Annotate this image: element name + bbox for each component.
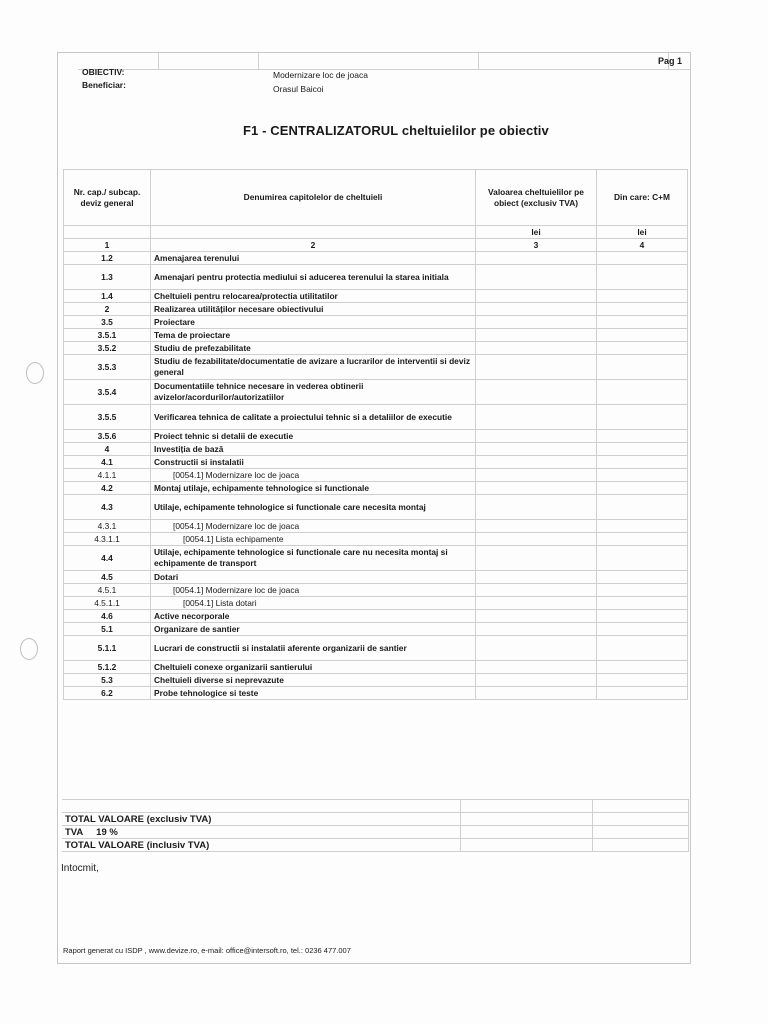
row-value (476, 290, 597, 303)
row-cm-value (597, 355, 688, 380)
row-number: 4.2 (64, 482, 151, 495)
unit-col-3: lei (476, 226, 597, 239)
beneficiar-value: Orasul Baicoi (273, 84, 324, 94)
row-cm-value (597, 674, 688, 687)
tva-rate: 19 % (96, 826, 118, 838)
table-units-row (64, 226, 688, 239)
row-number: 5.3 (64, 674, 151, 687)
row-name: Cheltuieli diverse si neprevazute (151, 674, 476, 687)
row-number: 4.5.1 (64, 584, 151, 597)
unit-col-4: lei (597, 226, 688, 239)
row-value (476, 533, 597, 546)
row-name: Studiu de prefezabilitate (151, 342, 476, 355)
totals-block (62, 799, 688, 852)
col-header-din-care: Din care: C+M (597, 170, 688, 226)
table-row (64, 252, 688, 265)
punch-hole-bottom (20, 638, 38, 660)
row-number: 3.5 (64, 316, 151, 329)
row-cm-value (597, 469, 688, 482)
row-cm-value (597, 405, 688, 430)
row-number: 3.5.2 (64, 342, 151, 355)
table-row (64, 380, 688, 405)
row-number: 3.5.6 (64, 430, 151, 443)
table-row (64, 546, 688, 571)
table-row (64, 661, 688, 674)
row-value (476, 571, 597, 584)
row-value (476, 405, 597, 430)
row-number: 4.6 (64, 610, 151, 623)
row-cm-value (597, 520, 688, 533)
row-value (476, 584, 597, 597)
row-number: 1.3 (64, 265, 151, 290)
table-row (64, 342, 688, 355)
row-number: 3.5.1 (64, 329, 151, 342)
table-row (64, 610, 688, 623)
row-cm-value (597, 546, 688, 571)
row-value (476, 430, 597, 443)
row-name: Realizarea utilităților necesare obiectivului (151, 303, 476, 316)
report-footer: Raport generat cu ISDP , www.devize.ro, e-mail: office@intersoft.ro, tel.: 0236 477.007 (63, 946, 351, 955)
row-value (476, 623, 597, 636)
table-row (64, 636, 688, 661)
row-name: [0054.1] Modernizare loc de joaca (151, 469, 476, 482)
row-cm-value (597, 303, 688, 316)
row-value (476, 329, 597, 342)
beneficiar-label: Beneficiar: (82, 80, 126, 90)
row-value (476, 636, 597, 661)
row-cm-value (597, 661, 688, 674)
row-value (476, 355, 597, 380)
row-cm-value (597, 623, 688, 636)
col-header-valoare: Valoarea cheltuielilor pe obiect (exclusiv TVA) (476, 170, 597, 226)
table-row (64, 290, 688, 303)
page-title: F1 - CENTRALIZATORUL cheltuielilor pe obiectiv (243, 123, 549, 138)
row-cm-value (597, 443, 688, 456)
index-col-3: 3 (476, 239, 597, 252)
row-value (476, 687, 597, 700)
table-row (64, 533, 688, 546)
row-value (476, 252, 597, 265)
row-cm-value (597, 380, 688, 405)
row-number: 3.5.5 (64, 405, 151, 430)
row-number: 4.5 (64, 571, 151, 584)
punch-hole-top (26, 362, 44, 384)
row-cm-value (597, 342, 688, 355)
table-row (64, 571, 688, 584)
row-number: 6.2 (64, 687, 151, 700)
table-row (64, 430, 688, 443)
intocmit-label: Intocmit, (61, 863, 99, 874)
table-header-row (64, 170, 688, 226)
row-name: Investiția de bază (151, 443, 476, 456)
row-number: 5.1 (64, 623, 151, 636)
row-cm-value (597, 584, 688, 597)
row-name: Utilaje, echipamente tehnologice si functionale care nu necesita montaj si echipamente de transport (151, 546, 476, 571)
row-value (476, 661, 597, 674)
table-index-row (64, 239, 688, 252)
row-value (476, 597, 597, 610)
row-cm-value (597, 329, 688, 342)
row-number: 4.3.1.1 (64, 533, 151, 546)
row-number: 4.5.1.1 (64, 597, 151, 610)
row-name: Organizare de santier (151, 623, 476, 636)
row-name: Amenajari pentru protectia mediului si aducerea terenului la starea initiala (151, 265, 476, 290)
index-col-1: 1 (64, 239, 151, 252)
row-cm-value (597, 687, 688, 700)
row-value (476, 546, 597, 571)
row-value (476, 482, 597, 495)
col-header-denumire: Denumirea capitolelor de cheltuieli (151, 170, 476, 226)
row-cm-value (597, 456, 688, 469)
table-row (64, 265, 688, 290)
row-cm-value (597, 533, 688, 546)
row-value (476, 495, 597, 520)
row-name: Verificarea tehnica de calitate a proiectului tehnic si a detaliilor de executie (151, 405, 476, 430)
row-cm-value (597, 252, 688, 265)
row-name: Proiect tehnic si detalii de executie (151, 430, 476, 443)
row-value (476, 342, 597, 355)
table-row (64, 482, 688, 495)
row-name: Cheltuieli pentru relocarea/protectia utilitatilor (151, 290, 476, 303)
objectiv-value: Modernizare loc de joaca (273, 70, 368, 80)
table-row (64, 520, 688, 533)
row-cm-value (597, 597, 688, 610)
row-name: Lucrari de constructii si instalatii aferente organizarii de santier (151, 636, 476, 661)
row-cm-value (597, 265, 688, 290)
row-number: 4.3 (64, 495, 151, 520)
row-name: Utilaje, echipamente tehnologice si functionale care necesita montaj (151, 495, 476, 520)
row-name: Active necorporale (151, 610, 476, 623)
row-name: [0054.1] Modernizare loc de joaca (151, 584, 476, 597)
row-cm-value (597, 610, 688, 623)
row-number: 4.4 (64, 546, 151, 571)
row-value (476, 443, 597, 456)
row-number: 5.1.1 (64, 636, 151, 661)
table-row (64, 469, 688, 482)
total-excl-row (62, 813, 688, 826)
row-number: 4.3.1 (64, 520, 151, 533)
row-cm-value (597, 571, 688, 584)
row-value (476, 610, 597, 623)
row-name: Proiectare (151, 316, 476, 329)
table-row (64, 623, 688, 636)
row-value (476, 674, 597, 687)
row-value (476, 456, 597, 469)
row-cm-value (597, 430, 688, 443)
row-cm-value (597, 290, 688, 303)
row-number: 4 (64, 443, 151, 456)
row-cm-value (597, 482, 688, 495)
row-number: 1.2 (64, 252, 151, 265)
total-excl-label: TOTAL VALOARE (exclusiv TVA) (62, 813, 460, 826)
table-row (64, 316, 688, 329)
row-cm-value (597, 316, 688, 329)
objectiv-label: OBIECTIV: (82, 67, 125, 77)
row-cm-value (597, 636, 688, 661)
row-value (476, 316, 597, 329)
row-cm-value (597, 495, 688, 520)
index-col-2: 2 (151, 239, 476, 252)
row-value (476, 303, 597, 316)
row-value (476, 265, 597, 290)
top-grid (78, 53, 690, 70)
table-row (64, 443, 688, 456)
row-value (476, 520, 597, 533)
row-number: 1.4 (64, 290, 151, 303)
table-row (64, 687, 688, 700)
row-name: Probe tehnologice si teste (151, 687, 476, 700)
row-number: 5.1.2 (64, 661, 151, 674)
row-name: Cheltuieli conexe organizarii santierului (151, 661, 476, 674)
cost-table (63, 169, 687, 700)
row-name: Studiu de fezabilitate/documentatie de avizare a lucrarilor de interventii si deviz general (151, 355, 476, 380)
table-row (64, 405, 688, 430)
row-name: Amenajarea terenului (151, 252, 476, 265)
table-row (64, 495, 688, 520)
row-number: 2 (64, 303, 151, 316)
row-number: 4.1 (64, 456, 151, 469)
table-row (64, 456, 688, 469)
table-row (64, 303, 688, 316)
table-row (64, 355, 688, 380)
row-name: Montaj utilaje, echipamente tehnologice si functionale (151, 482, 476, 495)
index-col-4: 4 (597, 239, 688, 252)
total-incl-row (62, 839, 688, 852)
table-row (64, 329, 688, 342)
tva-label: TVA (65, 826, 83, 838)
row-name: [0054.1] Lista echipamente (151, 533, 476, 546)
report-sheet (57, 52, 691, 964)
row-name: Constructii si instalatii (151, 456, 476, 469)
row-name: [0054.1] Lista dotari (151, 597, 476, 610)
tva-row (62, 826, 688, 839)
row-value (476, 469, 597, 482)
table-row (64, 584, 688, 597)
row-name: Dotari (151, 571, 476, 584)
col-header-nr: Nr. cap./ subcap. deviz general (64, 170, 151, 226)
row-name: [0054.1] Modernizare loc de joaca (151, 520, 476, 533)
total-incl-label: TOTAL VALOARE (inclusiv TVA) (62, 839, 460, 852)
row-name: Tema de proiectare (151, 329, 476, 342)
table-row (64, 674, 688, 687)
row-number: 4.1.1 (64, 469, 151, 482)
row-name: Documentatiile tehnice necesare in vederea obtinerii avizelor/acordurilor/autorizatiilor (151, 380, 476, 405)
page-number: Pag 1 (657, 56, 682, 66)
row-value (476, 380, 597, 405)
row-number: 3.5.3 (64, 355, 151, 380)
row-number: 3.5.4 (64, 380, 151, 405)
table-row (64, 597, 688, 610)
